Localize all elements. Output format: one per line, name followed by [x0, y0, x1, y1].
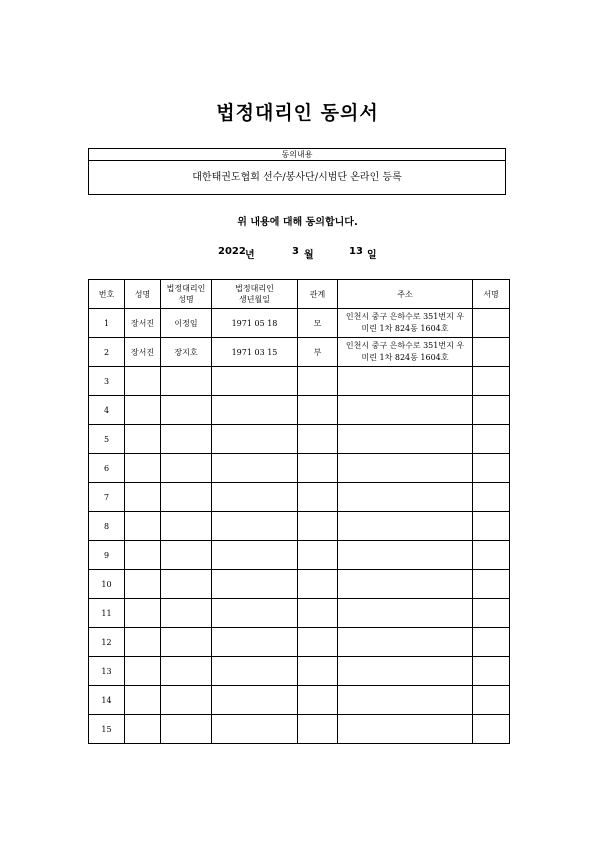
row-guardian-birth: [212, 512, 298, 541]
address-line-1: 인천시 중구 은하수로 351번지 우: [345, 341, 465, 350]
row-relation: [298, 425, 338, 454]
table-row: [89, 570, 510, 599]
row-number: 4: [89, 396, 125, 425]
row-guardian-birth: [212, 657, 298, 686]
row-relation: [298, 657, 338, 686]
address-line-1: 인천시 중구 은하수로 351번지 우: [345, 312, 465, 321]
header-signature: 서명: [473, 280, 510, 309]
row-guardian-birth: [212, 425, 298, 454]
header-guardian-name: 법정대리인 성명: [161, 280, 212, 309]
row-signature: [473, 454, 510, 483]
row-name: [125, 454, 161, 483]
row-relation: [298, 367, 338, 396]
row-signature: [473, 425, 510, 454]
row-address: [338, 599, 473, 628]
row-signature: [473, 570, 510, 599]
header-no: 번호: [89, 280, 125, 309]
row-number: 9: [89, 541, 125, 570]
row-guardian-birth: [212, 715, 298, 744]
date-month-unit: 월: [304, 250, 314, 261]
page-title: 법정대리인 동의서: [216, 102, 379, 124]
table-row: [89, 396, 510, 425]
row-guardian-birth: [212, 628, 298, 657]
row-number: 13: [89, 657, 125, 686]
row-relation: [298, 628, 338, 657]
row-guardian-name: [161, 512, 212, 541]
agreement-statement: 위 내용에 대해 동의합니다.: [237, 217, 358, 228]
row-address: [338, 367, 473, 396]
row-signature: [473, 396, 510, 425]
table-row: [89, 686, 510, 715]
row-relation: [298, 512, 338, 541]
row-guardian-birth: [212, 483, 298, 512]
consent-box: [88, 148, 506, 195]
table-row: [89, 541, 510, 570]
row-number: 12: [89, 628, 125, 657]
row-name: [125, 396, 161, 425]
row-signature: [473, 367, 510, 396]
row-guardian-name: [161, 628, 212, 657]
row-name: [125, 628, 161, 657]
row-address: [338, 570, 473, 599]
row-signature: [473, 338, 510, 367]
row-address: [338, 454, 473, 483]
row-guardian-name: [161, 483, 212, 512]
table-header-row: [89, 280, 510, 309]
row-signature: [473, 541, 510, 570]
consent-header: 동의내용: [89, 149, 505, 161]
table-row: [89, 483, 510, 512]
row-signature: [473, 512, 510, 541]
row-number: 3: [89, 367, 125, 396]
row-relation: [298, 599, 338, 628]
row-guardian-name: [161, 686, 212, 715]
table-row: [89, 454, 510, 483]
row-guardian-birth: [212, 686, 298, 715]
row-relation: [298, 570, 338, 599]
address-line-2: 미린 1차 824동 1604호: [361, 324, 449, 333]
table-row: [89, 309, 510, 338]
table-row: [89, 512, 510, 541]
table-row: [89, 425, 510, 454]
table-row: [89, 628, 510, 657]
row-guardian-birth: [212, 396, 298, 425]
row-signature: [473, 628, 510, 657]
consent-content: 대한태권도협회 선수/봉사단/시범단 온라인 등록: [192, 172, 402, 183]
row-name: [125, 715, 161, 744]
row-name: [125, 686, 161, 715]
row-guardian-birth: [212, 599, 298, 628]
row-relation: [298, 686, 338, 715]
table-row: [89, 338, 510, 367]
table-row: [89, 367, 510, 396]
row-name: [125, 483, 161, 512]
row-relation: [298, 396, 338, 425]
row-signature: [473, 657, 510, 686]
row-guardian-name: [161, 599, 212, 628]
row-guardian-birth: 1971 03 15: [212, 338, 298, 367]
address-line-2: 미린 1차 824동 1604호: [361, 353, 449, 362]
date-year-unit: 년: [245, 250, 255, 261]
row-name: 장서진: [125, 309, 161, 338]
date-month: 3: [292, 246, 299, 257]
row-number: 1: [89, 309, 125, 338]
row-guardian-name: [161, 541, 212, 570]
row-guardian-name: [161, 570, 212, 599]
row-signature: [473, 483, 510, 512]
row-number: 11: [89, 599, 125, 628]
row-name: [125, 541, 161, 570]
row-guardian-name: [161, 367, 212, 396]
row-address: [338, 657, 473, 686]
row-guardian-birth: [212, 570, 298, 599]
row-number: 15: [89, 715, 125, 744]
row-relation: [298, 454, 338, 483]
row-name: [125, 599, 161, 628]
row-guardian-name: 이정임: [161, 309, 212, 338]
guardian-table: [88, 279, 510, 744]
row-guardian-name: [161, 425, 212, 454]
table-row: [89, 599, 510, 628]
row-relation: 모: [298, 309, 338, 338]
row-name: [125, 570, 161, 599]
row-address: [338, 628, 473, 657]
row-number: 2: [89, 338, 125, 367]
date-day-unit: 일: [367, 250, 377, 261]
row-guardian-birth: [212, 367, 298, 396]
row-guardian-birth: [212, 454, 298, 483]
row-number: 7: [89, 483, 125, 512]
row-address: [338, 396, 473, 425]
row-name: 장서진: [125, 338, 161, 367]
row-address: [338, 425, 473, 454]
row-signature: [473, 599, 510, 628]
row-guardian-name: [161, 396, 212, 425]
row-relation: [298, 483, 338, 512]
row-address: [338, 715, 473, 744]
row-signature: [473, 686, 510, 715]
table-row: [89, 657, 510, 686]
row-relation: 부: [298, 338, 338, 367]
row-name: [125, 657, 161, 686]
row-guardian-birth: 1971 05 18: [212, 309, 298, 338]
row-guardian-name: [161, 657, 212, 686]
table-row: [89, 715, 510, 744]
row-number: 5: [89, 425, 125, 454]
header-relation: 관계: [298, 280, 338, 309]
row-name: [125, 425, 161, 454]
row-number: 8: [89, 512, 125, 541]
row-guardian-birth: [212, 541, 298, 570]
row-number: 14: [89, 686, 125, 715]
row-address: [338, 338, 473, 367]
header-name: 성명: [125, 280, 161, 309]
row-address: [338, 483, 473, 512]
date-day: 13: [349, 246, 363, 257]
row-relation: [298, 541, 338, 570]
row-signature: [473, 309, 510, 338]
row-name: [125, 512, 161, 541]
header-guardian-birth: 법정대리인 생년월일: [212, 280, 298, 309]
row-address: [338, 309, 473, 338]
row-address: [338, 541, 473, 570]
header-address: 주소: [338, 280, 473, 309]
row-guardian-name: 장지호: [161, 338, 212, 367]
row-address: [338, 512, 473, 541]
row-guardian-name: [161, 454, 212, 483]
row-number: 6: [89, 454, 125, 483]
row-signature: [473, 715, 510, 744]
row-address: [338, 686, 473, 715]
date-year: 2022: [218, 246, 246, 257]
row-guardian-name: [161, 715, 212, 744]
row-relation: [298, 715, 338, 744]
row-name: [125, 367, 161, 396]
row-number: 10: [89, 570, 125, 599]
